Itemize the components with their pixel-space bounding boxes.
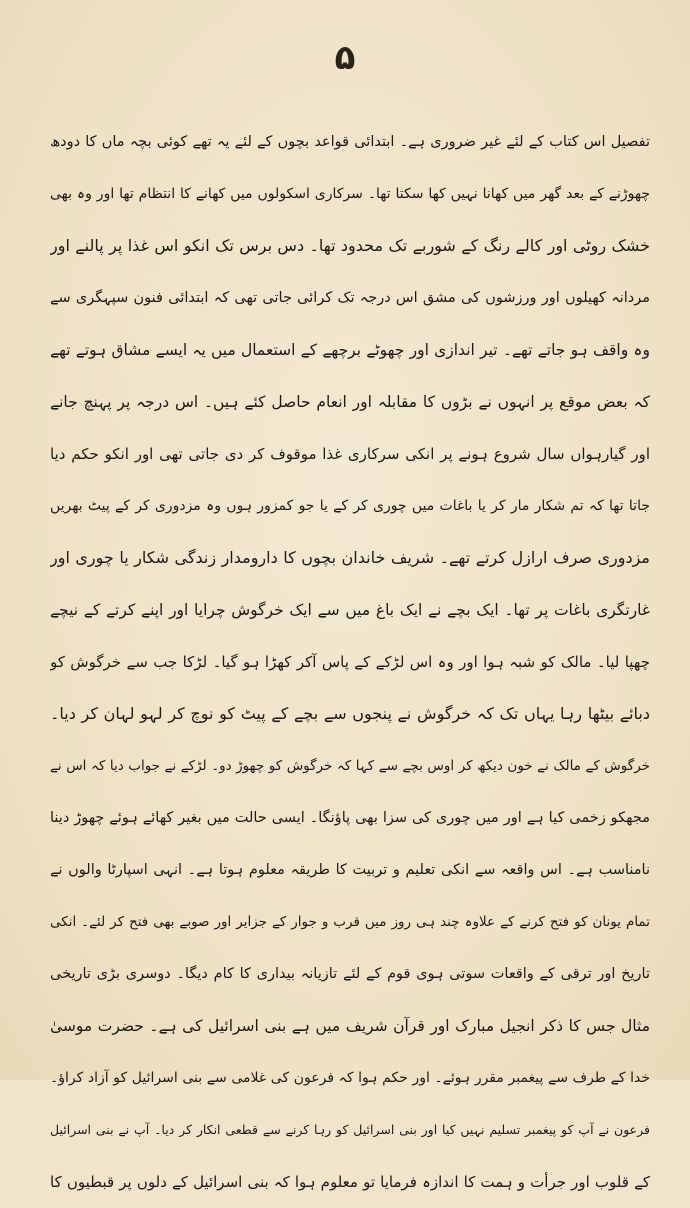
text-line: دبائے بیٹھا رہا یہاں تک کہ خرگوش نے پنجوں سے بچے کے پیٹ کو نوچ کر لہو لہان کر دیا۔	[50, 704, 650, 723]
text-line: تاریخ اور ترقی کے واقعات سوتی ہوی قوم کے لئے تازیانہ بیداری کا کام دیگا۔ دوسری بڑی تاریخی	[50, 966, 650, 982]
text-line: چھپا لیا۔ مالک کو شبہ ہوا اور وہ اس لڑکے کے پاس آکر کھڑا ہو گیا۔ لڑکا جب سے خرگوش کو	[50, 653, 650, 671]
text-line: غارتگری باغات پر تھا۔ ایک بچے نے ایک باغ میں سے ایک خرگوش چرایا اور اپنے کرتے کے نیچے	[50, 601, 650, 619]
text-line: وہ واقف ہو جاتے تھے۔ تیر اندازی اور چھوٹے برچھے کے استعمال میں یہ ایسے مشاق ہوتے تھے	[50, 341, 650, 359]
body-text	[50, 116, 650, 1208]
text-line: جاتا تھا کہ تم شکار مار کر یا باغات میں چوری کر کے یا جو کمزور ہوں وہ مزدوری کر کے پیٹ بھریں	[50, 498, 650, 514]
text-line: چھوڑنے کے بعد گھر میں کھانا نہیں کھا سکتا تھا۔ سرکاری اسکولوں میں کھانے کا انتظام تھا اور وہ بھی	[50, 186, 650, 202]
text-line: مزدوری صرف ارازل کرتے تھے۔ شریف خاندان بچوں کا دارومدار زندگی شکار یا چوری اور	[50, 548, 650, 567]
text-line: تفصیل اس کتاب کے لئے غیر ضروری ہے۔ ابتدائی قواعد بچوں کے لئے یہ تھے کوئی بچہ ماں کا دودھ	[50, 134, 650, 150]
text-line: خدا کے طرف سے پیغمبر مقرر ہوئے۔ اور حکم ہوا کہ فرعون کی غلامی سے بنی اسرائیل کو آزاد کراؤ۔	[50, 1070, 650, 1086]
text-line: نامناسب ہے۔ اس واقعہ سے انکی تعلیم و تربیت کا طریقہ معلوم ہوتا ہے۔ انہی اسپارٹا والوں نے	[50, 862, 650, 878]
text-line: کے قلوب اور جرأت و ہمت کا اندازہ فرمایا تو معلوم ہوا کہ بنی اسرائیل کے دلوں پر قبطیوں کا	[50, 1173, 650, 1191]
text-line: خشک روٹی اور کالے رنگ کے شوربے تک محدود تھا۔ دس برس تک انکو اس غذا پر پالنے اور	[50, 236, 650, 255]
text-line: خرگوش کے مالک نے خون دیکھ کر اوس بچے سے کہا کہ خرگوش کو چھوڑ دو۔ لڑکے نے جواب دیا کہ اس نے	[50, 758, 650, 774]
text-line: فرعون نے آپ کو پیغمبر تسلیم نہیں کیا اور بنی اسرائیل کو رہا کرنے سے قطعی انکار کر دیا۔ آپ نے بنی اسرائیل	[50, 1122, 650, 1137]
page-number: ۵	[334, 38, 356, 78]
text-line: کہ بعض موقع پر انہوں نے بڑوں کا مقابلہ اور انعام حاصل کئے ہیں۔ اس درجہ پر پہنچ جانے	[50, 393, 650, 411]
text-line: مجھکو زخمی کیا ہے اور میں چوری کی سزا بھی پاؤنگا۔ ایسی حالت میں بغیر کھائے ہوئے چھوڑ دینا	[50, 810, 650, 826]
text-line: مثال جس کا ذکر انجیل مبارک اور قرآن شریف میں ہے بنی اسرائیل کی ہے۔ حضرت موسیٰ	[50, 1017, 650, 1035]
text-line: مردانہ کھیلوں اور ورزشوں کی مشق اس درجہ تک کرائی جاتی تھی کہ ابتدائی فنون سپہگری سے	[50, 290, 650, 306]
text-line: اور گیارہواں سال شروع ہونے پر انکی سرکاری غذا موقوف کر دی جاتی تھی اور انکو حکم دیا	[50, 445, 650, 463]
text-line: تمام یونان کو فتح کرنے کے علاوہ چند ہی روز میں قرب و جوار کے جزایر اور صوبے بھی فتح کر لئے۔ انکی	[50, 914, 650, 930]
